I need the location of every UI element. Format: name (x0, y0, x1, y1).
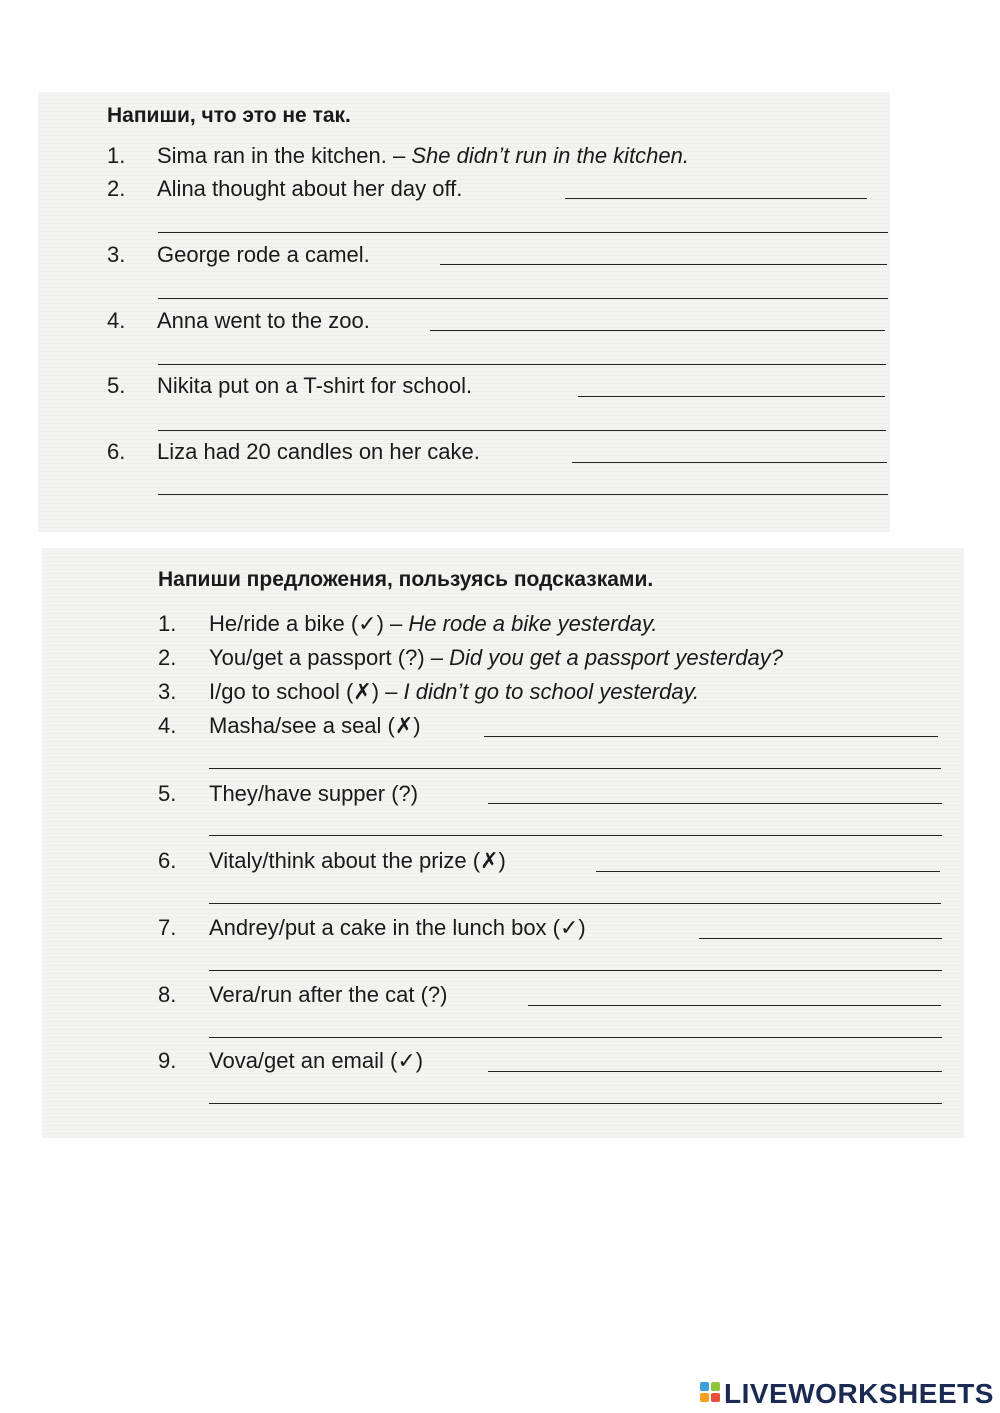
s2-item-5-answer-line-2[interactable] (209, 835, 942, 836)
section-2-title: Напиши предложения, пользуясь подсказками. (158, 568, 654, 591)
s2-item-6-answer-line-1[interactable] (596, 871, 940, 872)
s2-item-5-answer-line-1[interactable] (488, 803, 942, 804)
s2-item-7-text: Andrey/put a cake in the lunch box (✓) (209, 915, 586, 940)
logo-square-4 (711, 1393, 720, 1402)
s2-item-2-text: You/get a passport (?) – Did you get a passport yesterday? (209, 645, 783, 670)
s2-item-9-number: 9. (158, 1048, 177, 1073)
s1-item-6-text: Liza had 20 candles on her cake. (157, 439, 480, 464)
s2-item-4-answer-line-1[interactable] (484, 736, 938, 737)
s1-item-5-answer-line-1[interactable] (578, 396, 885, 397)
s1-item-1-text: Sima ran in the kitchen. – She didn’t run in the kitchen. (157, 143, 689, 168)
s2-item-8-text: Vera/run after the cat (?) (209, 982, 448, 1007)
s1-item-6-answer-line-1[interactable] (572, 462, 887, 463)
s2-item-1-example: He rode a bike yesterday. (408, 611, 658, 636)
s2-item-8-answer-line-1[interactable] (528, 1005, 941, 1006)
s2-item-4-answer-line-2[interactable] (209, 768, 941, 769)
s2-item-3-number: 3. (158, 679, 177, 704)
s2-item-1-number: 1. (158, 611, 177, 636)
logo-square-3 (700, 1393, 709, 1402)
s2-item-7-answer-line-2[interactable] (209, 970, 942, 971)
s1-item-2-answer-line-1[interactable] (565, 198, 867, 199)
s2-item-7-number: 7. (158, 915, 177, 940)
logo-squares-icon (700, 1382, 720, 1402)
s2-item-3-text: I/go to school (✗) – I didn’t go to school yesterday. (209, 679, 700, 704)
s2-item-4-text: Masha/see a seal (✗) (209, 713, 421, 738)
s2-item-1-text: He/ride a bike (✓) – He rode a bike yesterday. (209, 611, 658, 636)
s1-item-5-number: 5. (107, 373, 126, 398)
section-1-title: Напиши, что это не так. (107, 104, 351, 127)
s2-item-6-text: Vitaly/think about the prize (✗) (209, 848, 506, 873)
s2-item-8-answer-line-2[interactable] (209, 1037, 942, 1038)
s1-item-1-example: She didn’t run in the kitchen. (411, 143, 689, 168)
s1-item-3-number: 3. (107, 242, 126, 267)
s1-item-5-answer-line-2[interactable] (158, 430, 886, 431)
s1-item-4-answer-line-2[interactable] (158, 364, 886, 365)
s1-item-2-text: Alina thought about her day off. (157, 176, 463, 201)
s1-item-3-answer-line-1[interactable] (440, 264, 887, 265)
s2-item-5-number: 5. (158, 781, 177, 806)
s1-item-2-number: 2. (107, 176, 126, 201)
s2-item-2-number: 2. (158, 645, 177, 670)
s2-item-9-answer-line-1[interactable] (488, 1071, 942, 1072)
s2-item-9-text: Vova/get an email (✓) (209, 1048, 424, 1073)
s1-item-4-number: 4. (107, 308, 126, 333)
s1-item-3-text: George rode a camel. (157, 242, 370, 267)
s1-item-4-text: Anna went to the zoo. (157, 308, 370, 333)
s2-item-3-example: I didn’t go to school yesterday. (403, 679, 700, 704)
logo-square-2 (711, 1382, 720, 1391)
s2-item-6-answer-line-2[interactable] (209, 903, 941, 904)
s1-item-4-answer-line-1[interactable] (430, 330, 885, 331)
s2-item-8-number: 8. (158, 982, 177, 1007)
s1-item-6-number: 6. (107, 439, 126, 464)
logo-text: LIVEWORKSHEETS (724, 1378, 994, 1409)
s2-item-9-answer-line-2[interactable] (209, 1103, 942, 1104)
s2-item-2-example: Did you get a passport yesterday? (449, 645, 783, 670)
s1-item-6-answer-line-2[interactable] (158, 494, 888, 495)
s2-item-7-answer-line-1[interactable] (699, 938, 942, 939)
s1-item-5-text: Nikita put on a T-shirt for school. (157, 373, 473, 398)
s1-item-2-answer-line-2[interactable] (158, 232, 888, 233)
s2-item-5-text: They/have supper (?) (209, 781, 419, 806)
s2-item-6-number: 6. (158, 848, 177, 873)
logo-square-1 (700, 1382, 709, 1391)
s1-item-3-answer-line-2[interactable] (158, 298, 888, 299)
s1-item-1-number: 1. (107, 143, 126, 168)
s2-item-4-number: 4. (158, 713, 177, 738)
